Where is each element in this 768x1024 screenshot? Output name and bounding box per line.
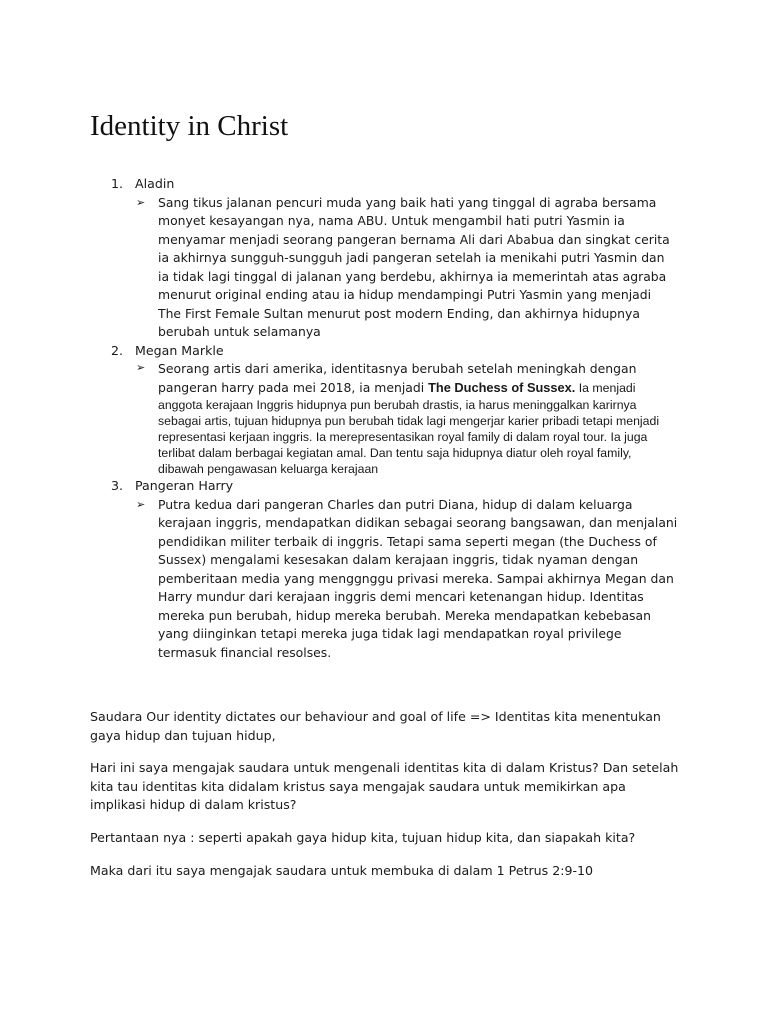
list-item-label: Megan Markle bbox=[135, 342, 224, 358]
list-item-number: 2. bbox=[111, 342, 124, 358]
list-item-heading bbox=[0, 477, 768, 496]
arrow-bullet-icon: ➢ bbox=[136, 195, 146, 209]
list-item-aladin bbox=[0, 175, 768, 342]
list-item-bullet bbox=[136, 194, 678, 342]
paragraph-identity: Saudara Our identity dictates our behaviour and goal of life => Identitas kita menentukan gaya hidup dan tujuan hidup, bbox=[90, 709, 661, 743]
paragraph-invitation: Hari ini saya mengajak saudara untuk mengenali identitas kita di dalam Kristus? Dan setelah kita tau identitas kita didalam kristus saya mengajak saudara untuk memikirkan apa implikasi hidup di dalam kristus? bbox=[90, 760, 679, 812]
arrow-bullet-icon: ➢ bbox=[136, 497, 146, 511]
list-item-label: Aladin bbox=[135, 176, 175, 191]
paragraph-question: Pertantaan nya : seperti apakah gaya hidup kita, tujuan hidup kita, dan siapakah kita? bbox=[90, 830, 636, 845]
list-item-number: 1. bbox=[111, 176, 124, 191]
bullet-text: Sang tikus jalanan pencuri muda yang baik hati yang tinggal di agraba bersama monyet kesayangan nya, nama ABU. Untuk mengambil hati putri Yasmin ia menyamar menjadi seorang pangeran bernama Ali dari Ababua dan singkat cerita ia akhirnya sungguh-sungguh jadi pangeran setelah ia menikahi putri Yasmin dan ia tidak lagi tinggal di jalanan yang berdebu, akhirnya ia memerintah atas agraba menurut original ending atau ia hidup mendampingi Putri Yasmin yang menjadi The First Female Sultan menurut post modern Ending, dan akhirnya hidupnya berubah untuk selamanya bbox=[158, 194, 670, 339]
paragraph-scripture: Maka dari itu saya mengajak saudara untuk membuka di dalam 1 Petrus 2:9-10 bbox=[90, 863, 594, 878]
list-item-bullet bbox=[136, 496, 678, 663]
bullet-text-bold: The Duchess of Sussex. bbox=[428, 379, 576, 395]
arrow-bullet-icon: ➢ bbox=[136, 362, 146, 374]
list-item-label: Pangeran Harry bbox=[135, 478, 234, 493]
bullet-text-lead: Seorang artis dari amerika, identitasnya berubah setelah meningkah dengan pangeran harry pada mei 2018, ia menjadi bbox=[158, 361, 637, 395]
list-item-number: 3. bbox=[111, 478, 124, 493]
list-item-heading bbox=[0, 342, 768, 361]
numbered-list bbox=[0, 175, 768, 662]
list-item-pangeran-harry bbox=[0, 477, 768, 662]
list-item-bullet bbox=[136, 360, 678, 477]
bullet-text: Putra kedua dari pangeran Charles dan putri Diana, hidup di dalam keluarga kerajaan inggris, mendapatkan didikan sebagai seorang bangsawan, dan menjalani pendidikan militer terbaik di inggris. Tetapi sama seperti megan (the Duchess of Sussex) mengalami kesesakan dalam kerajaan inggris, tidak nyaman dengan pemberitaan media yang menggnggu privasi mereka. Sampai akhirnya Megan dan Harry mundur dari kerajaan inggris demi mencari ketenangan hidup. Identitas mereka pun berubah, hidup mereka berubah. Mereka mendapatkan kebebasan yang diinginkan tetapi mereka juga tidak lagi mendapatkan royal privilege termasuk financial resolses. bbox=[158, 496, 678, 660]
document-title: Identity in Christ bbox=[90, 110, 289, 142]
list-item-megan-markle bbox=[0, 342, 768, 478]
list-item-heading bbox=[0, 175, 768, 194]
bullet-text-rest: Ia menjadi anggota kerajaan Inggris hidupnya pun berubah drastis, ia harus meninggalkan karirnya sebagai artis, tujuan hidupnya pun berubah tidak lagi mengerjar karier pribadi tetapi menjadi representasi kerjaan inggris. Ia merepresentasikan royal family di dalam royal tour. Ia juga terlibat dalam berbagai kegiatan amal. Dan tentu saja hidupnya diatur oleh royal family, dibawah pengawasan keluarga kerajaan bbox=[158, 380, 660, 476]
